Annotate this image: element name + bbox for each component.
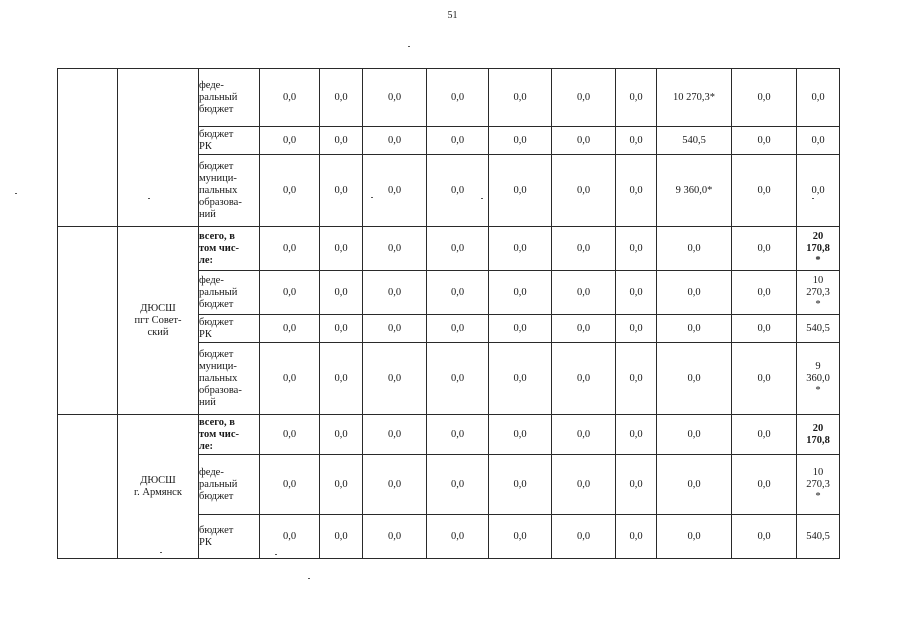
value-cell: 0,0: [363, 227, 427, 271]
total-value-cell: 540,5: [797, 315, 840, 343]
value-cell: 0,0: [320, 271, 363, 315]
value-cell: 0,0: [552, 343, 616, 415]
value-cell: 0,0: [489, 315, 552, 343]
value-cell: 0,0: [616, 127, 657, 155]
value-cell: 0,0: [732, 271, 797, 315]
value-cell: 0,0: [489, 69, 552, 127]
total-value-cell: 20 170,8: [797, 415, 840, 455]
scan-speck: [148, 198, 150, 199]
value-cell: 0,0: [260, 455, 320, 515]
value-cell: 0,0: [732, 515, 797, 559]
value-cell: 0,0: [657, 455, 732, 515]
value-cell: 0,0: [552, 515, 616, 559]
value-cell: 0,0: [260, 69, 320, 127]
funding-source-cell: всего, в том чис- ле:: [199, 415, 260, 455]
value-cell: 0,0: [732, 455, 797, 515]
scan-speck: [15, 193, 17, 194]
value-cell: 0,0: [616, 315, 657, 343]
value-cell: 0,0: [320, 227, 363, 271]
total-value-cell: 540,5: [797, 515, 840, 559]
value-cell: 0,0: [363, 515, 427, 559]
table-row: [58, 415, 840, 455]
row-number-cell: [58, 415, 118, 559]
row-number-cell: [58, 227, 118, 415]
value-cell: 0,0: [363, 455, 427, 515]
value-cell: 0,0: [260, 515, 320, 559]
funding-source-cell: бюджет муници- пальных образова- ний: [199, 155, 260, 227]
value-cell: 0,0: [427, 515, 489, 559]
page-number: 51: [447, 10, 458, 21]
value-cell: 0,0: [489, 415, 552, 455]
value-cell: 0,0: [552, 227, 616, 271]
value-cell: 0,0: [616, 271, 657, 315]
value-cell: 0,0: [657, 515, 732, 559]
value-cell: 0,0: [489, 343, 552, 415]
value-cell: 0,0: [732, 69, 797, 127]
value-cell: 0,0: [260, 227, 320, 271]
scan-speck: [481, 198, 483, 199]
total-value-cell: 0,0: [797, 155, 840, 227]
value-cell: 9 360,0*: [657, 155, 732, 227]
organization-cell: ДЮСШ пгт Совет- ский: [118, 227, 199, 415]
value-cell: 0,0: [552, 415, 616, 455]
value-cell: 0,0: [732, 315, 797, 343]
total-value-cell: 10 270,3 *: [797, 271, 840, 315]
funding-source-cell: феде- ральный бюджет: [199, 455, 260, 515]
value-cell: 0,0: [616, 515, 657, 559]
value-cell: 0,0: [427, 343, 489, 415]
value-cell: 0,0: [320, 415, 363, 455]
scan-speck: [160, 552, 162, 553]
scan-speck: [408, 46, 410, 47]
value-cell: 0,0: [427, 271, 489, 315]
value-cell: 0,0: [320, 155, 363, 227]
value-cell: 0,0: [427, 127, 489, 155]
value-cell: 0,0: [552, 127, 616, 155]
value-cell: 0,0: [489, 155, 552, 227]
value-cell: 0,0: [363, 343, 427, 415]
organization-cell: [118, 69, 199, 227]
total-value-cell: 10 270,3 *: [797, 455, 840, 515]
total-value-cell: 0,0: [797, 127, 840, 155]
value-cell: 0,0: [616, 415, 657, 455]
value-cell: 0,0: [657, 271, 732, 315]
value-cell: 0,0: [363, 271, 427, 315]
value-cell: 0,0: [489, 127, 552, 155]
value-cell: 0,0: [552, 455, 616, 515]
value-cell: 540,5: [657, 127, 732, 155]
value-cell: 0,0: [657, 315, 732, 343]
value-cell: 0,0: [260, 415, 320, 455]
value-cell: 0,0: [552, 69, 616, 127]
funding-source-cell: бюджет РК: [199, 515, 260, 559]
value-cell: 0,0: [732, 415, 797, 455]
value-cell: 0,0: [616, 69, 657, 127]
total-value-cell: 9 360,0 *: [797, 343, 840, 415]
value-cell: 0,0: [320, 315, 363, 343]
value-cell: 0,0: [616, 155, 657, 227]
value-cell: 0,0: [732, 155, 797, 227]
value-cell: 0,0: [732, 343, 797, 415]
budget-table: [57, 68, 840, 559]
value-cell: 0,0: [363, 155, 427, 227]
value-cell: 0,0: [427, 415, 489, 455]
value-cell: 0,0: [260, 155, 320, 227]
value-cell: 0,0: [552, 271, 616, 315]
value-cell: 0,0: [363, 315, 427, 343]
value-cell: 0,0: [489, 455, 552, 515]
value-cell: 0,0: [616, 455, 657, 515]
value-cell: 0,0: [320, 455, 363, 515]
value-cell: 0,0: [363, 415, 427, 455]
value-cell: 0,0: [616, 343, 657, 415]
funding-source-cell: феде- ральный бюджет: [199, 69, 260, 127]
row-number-cell: [58, 69, 118, 227]
value-cell: 0,0: [552, 155, 616, 227]
value-cell: 0,0: [427, 227, 489, 271]
value-cell: 0,0: [657, 227, 732, 271]
value-cell: 0,0: [320, 69, 363, 127]
value-cell: 0,0: [363, 127, 427, 155]
value-cell: 0,0: [427, 455, 489, 515]
value-cell: 0,0: [260, 127, 320, 155]
value-cell: 0,0: [260, 343, 320, 415]
total-value-cell: 0,0: [797, 69, 840, 127]
scan-speck: [308, 578, 310, 579]
value-cell: 0,0: [732, 227, 797, 271]
value-cell: 0,0: [320, 127, 363, 155]
value-cell: 0,0: [260, 315, 320, 343]
value-cell: 0,0: [320, 515, 363, 559]
value-cell: 0,0: [489, 515, 552, 559]
funding-source-cell: бюджет РК: [199, 315, 260, 343]
table-row: [58, 227, 840, 271]
scan-speck: [275, 554, 277, 555]
value-cell: 0,0: [489, 227, 552, 271]
funding-source-cell: феде- ральный бюджет: [199, 271, 260, 315]
funding-source-cell: всего, в том чис- ле:: [199, 227, 260, 271]
value-cell: 0,0: [363, 69, 427, 127]
value-cell: 0,0: [320, 343, 363, 415]
organization-cell: ДЮСШ г. Армянск: [118, 415, 199, 559]
funding-source-cell: бюджет муници- пальных образова- ний: [199, 343, 260, 415]
funding-source-cell: бюджет РК: [199, 127, 260, 155]
value-cell: 0,0: [427, 155, 489, 227]
value-cell: 0,0: [427, 315, 489, 343]
value-cell: 0,0: [552, 315, 616, 343]
value-cell: 10 270,3*: [657, 69, 732, 127]
scan-speck: [812, 198, 814, 199]
scan-speck: [371, 197, 373, 198]
value-cell: 0,0: [732, 127, 797, 155]
value-cell: 0,0: [657, 415, 732, 455]
total-value-cell: 20 170,8 *: [797, 227, 840, 271]
value-cell: 0,0: [616, 227, 657, 271]
table-row: [58, 69, 840, 127]
value-cell: 0,0: [427, 69, 489, 127]
value-cell: 0,0: [260, 271, 320, 315]
value-cell: 0,0: [657, 343, 732, 415]
value-cell: 0,0: [489, 271, 552, 315]
